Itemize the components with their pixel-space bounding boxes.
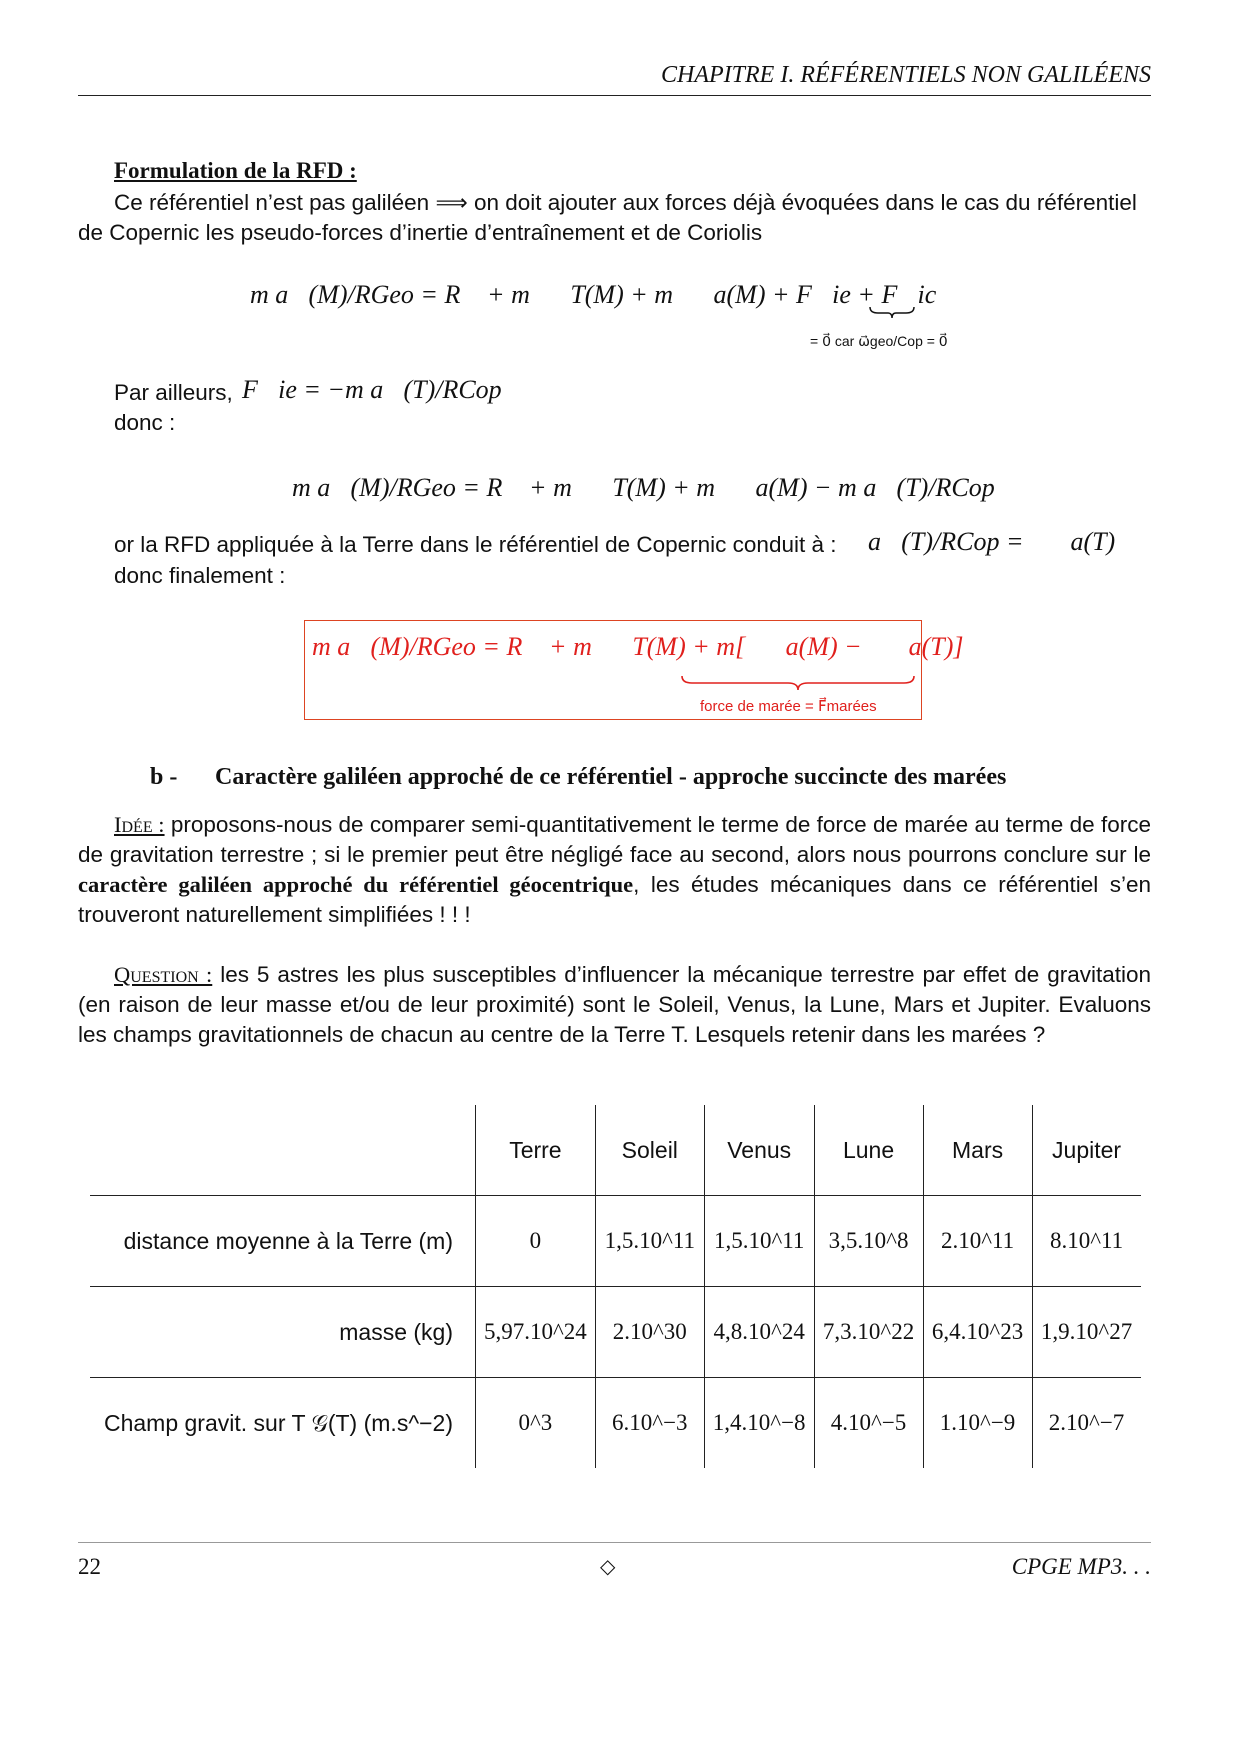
col-terre: Terre [476, 1105, 596, 1196]
table-row [90, 1196, 1141, 1287]
idee-label: Idée : [114, 812, 165, 837]
table-cell: 3,5.10^8 [814, 1196, 923, 1287]
col-venus: Venus [704, 1105, 814, 1196]
idee-paragraph [78, 810, 1151, 930]
footer-rule [78, 1542, 1151, 1543]
table-cell: 2.10^30 [595, 1287, 704, 1378]
section-title: Caractère galiléen approché de ce référentiel - approche succincte des marées [215, 764, 1007, 790]
table-header-row [90, 1105, 1141, 1196]
astres-table [90, 1105, 1141, 1468]
or-text: or la RFD appliquée à la Terre dans le référentiel de Copernic conduit à : [114, 532, 837, 557]
table-cell: 2.10^11 [923, 1196, 1032, 1287]
question-text: les 5 astres les plus susceptibles d’influencer la mécanique terrestre par effet de gravitation (en raison de leur masse et/ou de leur proximité) sont le Soleil, Venus, la Lune, Mars et Jupiter. Evaluons les champs gravitationnels de chacun au centre de la Terre T. Lesquels retenir dans les marées ? [78, 962, 1152, 1047]
table-cell: 5,97.10^24 [476, 1287, 596, 1378]
footer-right-text: CPGE MP3. . . [1011, 1554, 1151, 1579]
equation-2: m a⃗(M)/RGeo = R⃗ + m𝒢⃗T(M) + m𝒢⃗a(M) − m a⃗(T)/RCop [292, 473, 995, 502]
equation-1-underbrace: = 0⃗ car ω⃗geo/Cop = 0⃗ [810, 333, 948, 349]
idee-text-1: proposons-nous de comparer semi-quantitativement le terme de force de marée au terme de force de gravitation terrestre ; si le premier peut être négligé face au second, alors nous pourrons conclure sur le [78, 812, 1151, 867]
table-cell: 4,8.10^24 [704, 1287, 814, 1378]
col-lune: Lune [814, 1105, 923, 1196]
question-label: Question : [114, 962, 213, 987]
table-cell: 1,9.10^27 [1032, 1287, 1141, 1378]
table-cell: 8.10^11 [1032, 1196, 1141, 1287]
table-cell: 1,4.10^−8 [704, 1378, 814, 1469]
table-cell: 1,5.10^11 [595, 1196, 704, 1287]
idee-text-2: , les études mécaniques dans ce référentiel s’en trouveront naturellement simplifiées ! ! ! [78, 872, 1151, 927]
row-label-distance: distance moyenne à la Terre (m) [90, 1196, 476, 1287]
boxed-equation: m a⃗(M)/RGeo = R⃗ + m𝒢⃗T(M) + m[𝒢⃗a(M) − 𝒢⃗a(T)] [312, 632, 964, 661]
equation-1: m a⃗(M)/RGeo = R⃗ + m𝒢⃗T(M) + m𝒢⃗a(M) + F⃗ie + F⃗ic [250, 280, 937, 309]
donc-finalement: donc finalement : [114, 563, 286, 588]
table-cell: 0^3 [476, 1378, 596, 1469]
table-cell: 6.10^−3 [595, 1378, 704, 1469]
table-cell: 6,4.10^23 [923, 1287, 1032, 1378]
boxed-underbrace-label: force de marée = F⃗marées [700, 698, 877, 715]
header-rule [78, 95, 1151, 96]
donc-label: donc : [114, 410, 176, 435]
rfd-intro: Ce référentiel n’est pas galiléen ⟹ on doit ajouter aux forces déjà évoquées dans le cas du référentiel de Copernic les pseudo-forces d’inertie d’entraînement et de Coriolis [78, 190, 1137, 245]
table-cell: 4.10^−5 [814, 1378, 923, 1469]
row-label-masse: masse (kg) [90, 1287, 476, 1378]
col-soleil: Soleil [595, 1105, 704, 1196]
running-header: CHAPITRE I. RÉFÉRENTIELS NON GALILÉENS [661, 62, 1151, 88]
table-cell: 7,3.10^22 [814, 1287, 923, 1378]
page-number: 22 [78, 1554, 101, 1579]
table-cell: 1.10^−9 [923, 1378, 1032, 1469]
table-row [90, 1378, 1141, 1469]
col-mars: Mars [923, 1105, 1032, 1196]
rfd-title: Formulation de la RFD : [114, 158, 357, 183]
underbrace-2 [680, 674, 916, 692]
or-equation: a⃗(T)/RCop = 𝒢⃗a(T) [868, 527, 1116, 556]
col-jupiter: Jupiter [1032, 1105, 1141, 1196]
par-ailleurs-label: Par ailleurs, [114, 380, 233, 405]
section-number: b - [150, 764, 178, 790]
underbrace-1 [868, 305, 916, 319]
idee-bold: caractère galiléen approché du référentiel géocentrique [78, 872, 634, 897]
row-label-champ: Champ gravit. sur T 𝒢(T) (m.s^−2) [90, 1378, 476, 1469]
table-row [90, 1287, 1141, 1378]
table-cell: 1,5.10^11 [704, 1196, 814, 1287]
diamond-icon: ◇ [600, 1556, 616, 1578]
par-ailleurs-equation: F⃗ie = −m a⃗(T)/RCop [242, 375, 502, 404]
table-cell: 0 [476, 1196, 596, 1287]
table-cell: 2.10^−7 [1032, 1378, 1141, 1469]
question-paragraph [78, 960, 1151, 1050]
